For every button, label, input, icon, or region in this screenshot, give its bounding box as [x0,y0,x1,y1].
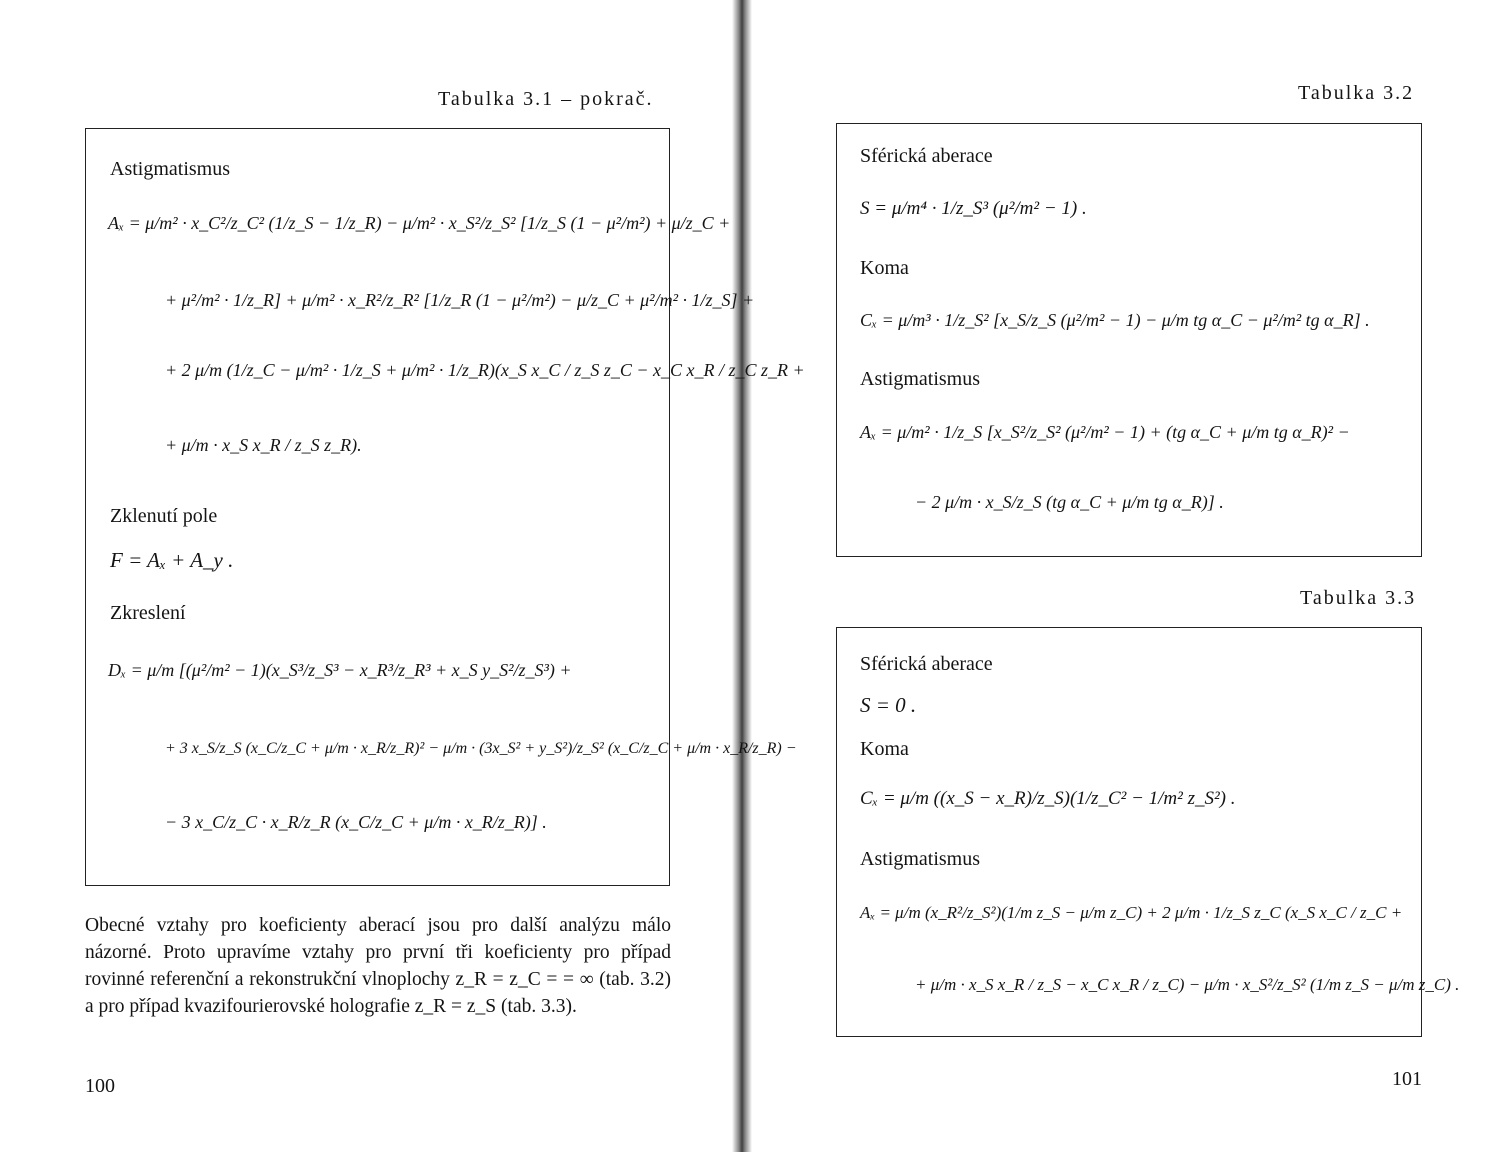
section-heading-zklenuti-pole: Zklenutí pole [110,505,218,527]
t33-formula-astig-line1: Aₓ = μ/m (x_R²/z_S²)(1/m z_S − μ/m z_C) + 2 μ/m · 1/z_S z_C (x_S x_C / z_C + [860,903,1403,922]
formula-astig-line4: + μ/m · x_S x_R / z_S z_R). [165,435,362,455]
book-gutter [732,0,752,1152]
formula-astig-line1: Aₓ = μ/m² · x_C²/z_C² (1/z_S − 1/z_R) − μ/m² · x_S²/z_S² [1/z_S (1 − μ²/m²) + μ/z_C + [108,213,731,233]
body-paragraph: Obecné vztahy pro koeficienty aberací jsou pro další analýzu málo názorné. Proto upravíme vztahy pro první tři koeficienty pro případ rovinné referenční a rekonstrukční vlnoplochy z_R = z_C = = ∞ (tab. 3.2) a pro případ kvazifourierovské holografie z_R = z_S (tab. 3.3). [85,915,671,1017]
t32-formula-koma: Cₓ = μ/m³ · 1/z_S² [x_S/z_S (μ²/m² − 1) − μ/m tg α_C − μ²/m² tg α_R] . [860,310,1370,330]
table-title-3-2: Tabulka 3.2 [1298,82,1415,104]
formula-zklenuti: F = Aₓ + A_y . [110,548,234,572]
t32-formula-astig-line2: − 2 μ/m · x_S/z_S (tg α_C + μ/m tg α_R)] . [915,492,1224,512]
section-heading-zkresleni: Zkreslení [110,602,186,624]
t32-heading-astigmatismus: Astigmatismus [860,368,981,390]
t33-heading-koma: Koma [860,738,909,760]
t33-formula-astig-line2: + μ/m · x_S x_R / z_S − x_C x_R / z_C) − μ/m · x_S²/z_S² (1/m z_S − μ/m z_C) . [915,975,1460,994]
formula-astig-line3: + 2 μ/m (1/z_C − μ/m² · 1/z_S + μ/m² · 1/z_R)(x_S x_C / z_S z_C − x_C x_R / z_C z_R + [165,360,805,380]
t32-formula-astig-line1: Aₓ = μ/m² · 1/z_S [x_S²/z_S² (μ²/m² − 1) + (tg α_C + μ/m tg α_R)² − [860,422,1350,442]
section-heading-astigmatismus: Astigmatismus [110,158,231,180]
formula-zkresleni-line1: Dₓ = μ/m [(μ²/m² − 1)(x_S³/z_S³ − x_R³/z_R³ + x_S y_S²/z_S³) + [108,660,572,680]
page-number-right: 101 [1392,1068,1422,1090]
page-number-left: 100 [85,1075,115,1097]
t32-heading-koma: Koma [860,257,909,279]
table-title-3-1: Tabulka 3.1 – pokrač. [438,88,654,110]
formula-zkresleni-line3: − 3 x_C/z_C · x_R/z_R (x_C/z_C + μ/m · x_R/z_R)] . [165,812,547,832]
formula-zkresleni-line2: + 3 x_S/z_S (x_C/z_C + μ/m · x_R/z_R)² − μ/m · (3x_S² + y_S²)/z_S² (x_C/z_C + μ/m · x_R/z_R) − [165,740,797,757]
formula-astig-line2: + μ²/m² · 1/z_R] + μ/m² · x_R²/z_R² [1/z_R (1 − μ²/m²) − μ/z_C + μ²/m² · 1/z_S] + [165,290,755,310]
t33-formula-sfericka: S = 0 . [860,693,917,717]
t33-heading-astigmatismus: Astigmatismus [860,848,981,870]
t32-formula-sfericka: S = μ/m⁴ · 1/z_S³ (μ²/m² − 1) . [860,198,1087,219]
t33-heading-sfericka: Sférická aberace [860,653,993,675]
table-title-3-3: Tabulka 3.3 [1300,587,1417,609]
t32-heading-sfericka: Sférická aberace [860,145,993,167]
t33-formula-koma: Cₓ = μ/m ((x_S − x_R)/z_S)(1/z_C² − 1/m² z_S²) . [860,788,1236,809]
